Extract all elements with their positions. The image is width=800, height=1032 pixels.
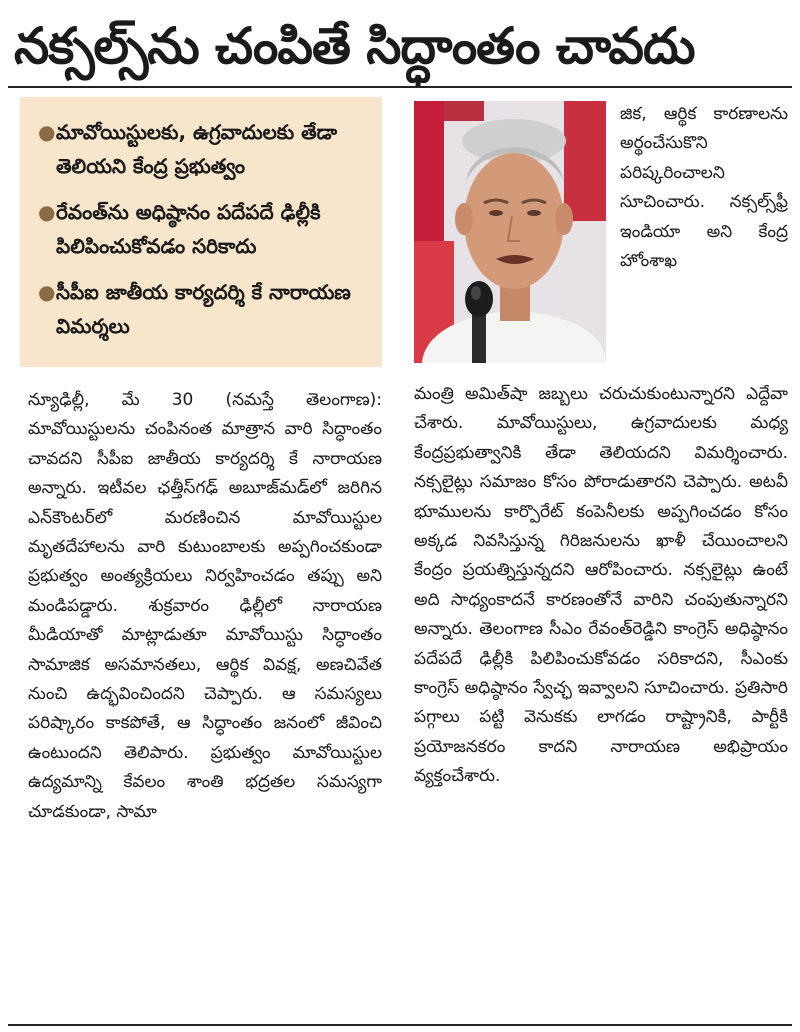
headline: నక్సల్స్‌ను చంపితే సిద్ధాంతం చావదు (14, 17, 695, 75)
bullet-icon: ● (38, 200, 56, 224)
highlight-text: సీపీఐ జాతీయ కార్యదర్శి కే నారాయణ విమర్శలు (56, 280, 351, 338)
bullet-icon: ● (38, 120, 56, 144)
highlight-text: మావోయిస్టులకు, ఉగ్రవాదులకు తేడా తెలియని కేంద్ర ప్రభుత్వం (56, 120, 338, 178)
bottom-rule (8, 1024, 792, 1026)
highlight-item (38, 275, 372, 343)
top-rule (8, 86, 792, 88)
highlight-item (38, 115, 372, 183)
article-body-left-column: న్యూఢిల్లీ, మే 30 (నమస్తే తెలంగాణ): మావోయిస్టులను చంపినంత మాత్రాన వారి సిద్ధాంతం చావదని సీపీఐ జాతీయ కార్యదర్శి కే నారాయణ అన్నారు. ఇటీవల ఛత్తీస్‌గఢ్ అబూజ్‌మడ్‌లో జరిగిన ఎన్‌కౌంటర్‌లో మరణించిన మావోయిస్టుల మృతదేహాలను వారి కుటుంబాలకు అప్పగించకుండా ప్రభుత్వం అంత్యక్రియలు నిర్వహించడం తప్పు అని మండిపడ్డారు. శుక్రవారం ఢిల్లీలో నారాయణ మీడియాతో మాట్లాడుతూ మావోయిస్టు సిద్ధాంతం సామాజిక అసమానతలు, ఆర్థిక వివక్ష, అణచివేత నుంచి ఉద్భవించిందని చెప్పారు. ఆ సమస్యలు పరిష్కారం కాకపోతే, ఆ సిద్ధాంతం జనంలో జీవించి ఉంటుందని తెలిపారు. ప్రభుత్వం మావోయిస్టుల ఉద్యమాన్ని కేవలం శాంతి భద్రతల సమస్యగా చూడకుండా, సామా (28, 390, 382, 822)
speaker-photo (414, 101, 606, 363)
article-body-right-bottom: మంత్రి అమిత్‌షా జబ్బలు చరుచుకుంటున్నారని ఎద్దేవా చేశారు. మావోయిస్టులు, ఉగ్రవాదులకు మధ్య కేంద్రప్రభుత్వానికి తేడా తెలియదని విమర్శించారు. నక్సలైట్లు సమాజం కోసం పోరాడుతారని చెప్పారు. అటవీ భూములను కార్పొరేట్ కంపెనీలకు అప్పగించడం కోసం అక్కడ నివసిస్తున్న గిరిజనులను ఖాళీ చేయించాలని కేంద్రం ప్రయత్నిస్తున్నదని ఆరోపించారు. నక్సలైట్లు ఉంటే అది సాధ్యంకాదనే కారణంతోనే వారిని చంపుతున్నారని అన్నారు. తెలంగాణ సీఎం రేవంత్‌రెడ్డిని కాంగ్రెస్ అధిష్ఠానం పదేపదే ఢిల్లీకి పిలిపించుకోవడం సరికాదని, సీఎంకు కాంగ్రెస్ అధిష్ఠానం స్వేచ్ఛ ఇవ్వాలని సూచించారు. ప్రతిసారి పగ్గాలు పట్టి వెనుకకు లాగడం రాష్ట్రానికి, పార్టీకి ప్రయోజనకరం కాదని నారాయణ అభిప్రాయం వ్యక్తంచేశారు. (414, 384, 788, 787)
highlight-text: రేవంత్‌ను అధిష్ఠానం పదేపదే ఢిల్లీకి పిలిపించుకోవడం సరికాదు (56, 200, 321, 258)
article-body-right-top: జిక, ఆర్థిక కారణాలను అర్థంచేసుకొని పరిష్కరించాలని సూచించారు. నక్సల్స్‌ఫ్రీ ఇండియా అని కేంద్ర హోంశాఖ (620, 104, 788, 272)
highlight-item (38, 195, 372, 263)
highlights-box (20, 97, 382, 367)
bullet-icon: ● (38, 280, 56, 304)
speaker-photo-illustration (414, 101, 606, 363)
